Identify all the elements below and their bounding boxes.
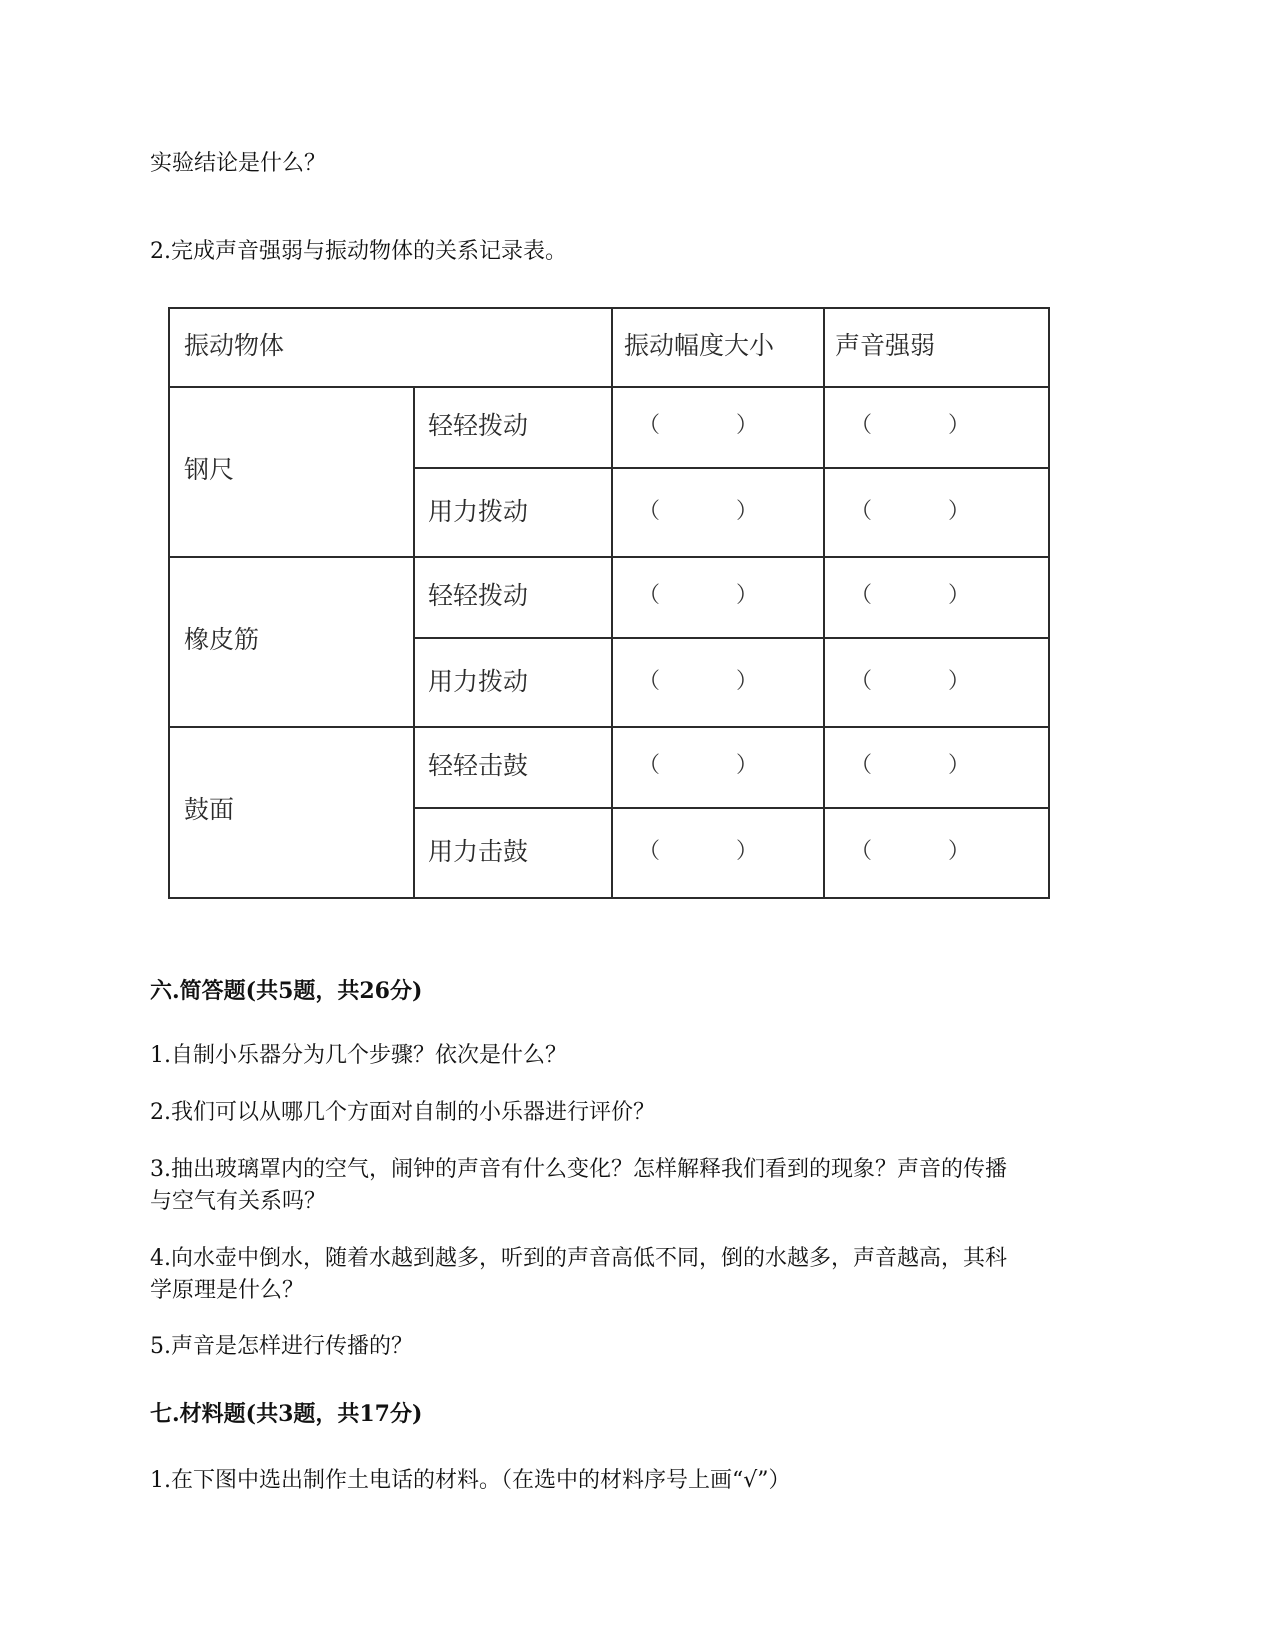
blank-close: ） <box>736 669 759 694</box>
blank-close: ） <box>736 413 759 438</box>
table-divider <box>170 386 1048 388</box>
object-drum-head: 鼓面 <box>184 795 235 824</box>
blank-open: （ <box>850 839 873 864</box>
blank-close: ） <box>948 413 971 438</box>
blank-open: （ <box>638 499 661 524</box>
blank-open: （ <box>638 839 661 864</box>
blank-open: （ <box>850 413 873 438</box>
section-7-heading: 七.材料题(共3题，共17分) <box>150 1401 423 1427</box>
action-cell: 用力拨动 <box>428 497 529 526</box>
section-6-question-1: 1.自制小乐器分为几个步骤？依次是什么？ <box>150 1043 567 1068</box>
section-6-question-5: 5.声音是怎样进行传播的？ <box>150 1334 413 1359</box>
record-table <box>168 307 1050 899</box>
blank-open: （ <box>850 499 873 524</box>
action-cell: 用力击鼓 <box>428 837 529 866</box>
blank-open: （ <box>638 753 661 778</box>
blank-close: ） <box>948 499 971 524</box>
object-rubber-band: 橡皮筋 <box>184 625 260 654</box>
action-cell: 轻轻击鼓 <box>428 751 529 780</box>
object-steel-ruler: 钢尺 <box>184 455 235 484</box>
table-divider <box>413 467 1048 469</box>
blank-close: ） <box>948 583 971 608</box>
table-divider <box>413 637 1048 639</box>
section-6-question-2: 2.我们可以从哪几个方面对自制的小乐器进行评价？ <box>150 1100 655 1125</box>
blank-open: （ <box>850 669 873 694</box>
blank-close: ） <box>736 499 759 524</box>
blank-close: ） <box>948 839 971 864</box>
blank-close: ） <box>736 753 759 778</box>
section-7-question-1: 1.在下图中选出制作土电话的材料。（在选中的材料序号上画“√”） <box>150 1468 791 1493</box>
blank-open: （ <box>638 669 661 694</box>
question-line: 与空气有关系吗？ <box>150 1189 327 1214</box>
blank-open: （ <box>850 753 873 778</box>
question-line: 3.抽出玻璃罩内的空气，闹钟的声音有什么变化？怎样解释我们看到的现象？声音的传播 <box>150 1157 1007 1182</box>
question-conclusion-prompt: 实验结论是什么？ <box>150 151 327 176</box>
section-6-heading: 六.简答题(共5题，共26分) <box>150 978 423 1004</box>
table-divider <box>170 726 1048 728</box>
blank-open: （ <box>850 583 873 608</box>
blank-close: ） <box>948 669 971 694</box>
header-loudness: 声音强弱 <box>835 331 936 360</box>
table-divider <box>170 556 1048 558</box>
blank-close: ） <box>948 753 971 778</box>
blank-close: ） <box>736 839 759 864</box>
section-6-question-3 <box>150 1154 1120 1218</box>
table-divider <box>413 387 415 897</box>
question-line: 学原理是什么？ <box>150 1278 305 1303</box>
question-2-title: 2.完成声音强弱与振动物体的关系记录表。 <box>150 239 567 264</box>
table-divider <box>413 807 1048 809</box>
blank-close: ） <box>736 583 759 608</box>
section-6-question-4 <box>150 1243 1120 1307</box>
question-line: 4.向水壶中倒水，随着水越到越多，听到的声音高低不同，倒的水越多，声音越高，其科 <box>150 1246 1007 1271</box>
header-amplitude: 振动幅度大小 <box>624 331 775 360</box>
header-object: 振动物体 <box>184 331 285 360</box>
action-cell: 用力拨动 <box>428 667 529 696</box>
action-cell: 轻轻拨动 <box>428 581 529 610</box>
blank-open: （ <box>638 413 661 438</box>
blank-open: （ <box>638 583 661 608</box>
action-cell: 轻轻拨动 <box>428 411 529 440</box>
